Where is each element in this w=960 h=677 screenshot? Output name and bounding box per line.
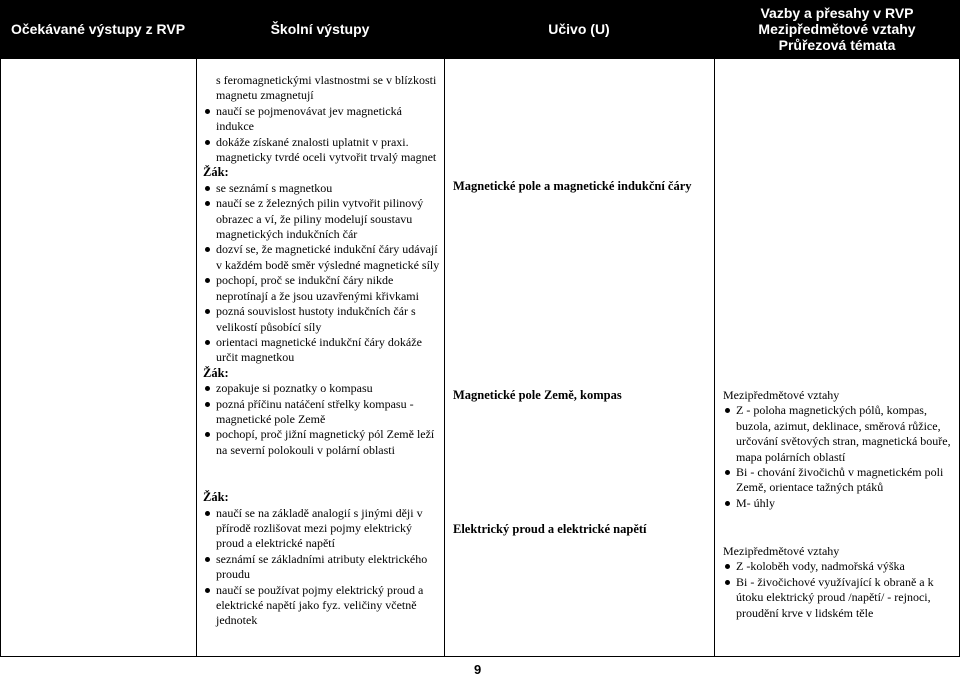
list-item: pochopí, proč jižní magnetický pól Země leží na severní polokouli v polární oblasti — [203, 427, 440, 458]
list-item: naučí se používat pojmy elektrický proud a elektrické napětí jako fyz. veličiny včetně jednotek — [203, 583, 440, 629]
list-item: seznámí se základními atributy elektrického proudu — [203, 552, 440, 583]
list-item: pochopí, proč se indukční čáry nikde neprotínají a že jsou uzavřenými křivkami — [203, 273, 440, 304]
header-expected-outputs: Očekávané výstupy z RVP — [10, 21, 186, 37]
header-links-line1: Vazby a přesahy v RVP — [760, 5, 914, 21]
links-block-1 — [723, 388, 955, 511]
links-block-2 — [723, 544, 955, 621]
list-item: Bi - chování živočichů v magnetickém poli Země, orientace tažných ptáků — [723, 465, 955, 496]
links-title: Mezipředmětové vztahy — [723, 388, 840, 402]
school-outputs-cell — [197, 59, 445, 657]
list-item: zopakuje si poznatky o kompasu — [203, 381, 440, 396]
links-title: Mezipředmětové vztahy — [723, 544, 840, 558]
pupil-label: Žák: — [203, 365, 229, 380]
list-item: naučí se pojmenovávat jev magnetická indukce — [203, 104, 440, 135]
expected-outputs-cell — [1, 59, 197, 657]
topic-earth-magnetic-field: Magnetické pole Země, kompas — [453, 388, 622, 402]
list-item: naučí se na základě analogií s jinými ději v přírodě rozlišovat mezi pojmy elektrický proud a elektrické napětí — [203, 506, 440, 552]
table-row — [1, 59, 960, 657]
list-item: M- úhly — [723, 496, 955, 511]
list-item: orientaci magnetické indukční čáry dokáže určit magnetkou — [203, 335, 440, 366]
list-item: Z - poloha magnetických pólů, kompas, buzola, azimut, deklinace, směrová růžice, určování světových stran, magnetická bouře, mapa polárních oblastí — [723, 403, 955, 465]
list-item: se seznámí s magnetkou — [203, 181, 440, 196]
list-item: naučí se z železných pilin vytvořit pilinový obrazec a ví, že piliny modelují soustavu magnetických indukčních čár — [203, 196, 440, 242]
outputs-list-3 — [203, 506, 440, 629]
intro-list — [203, 104, 440, 166]
header-school-outputs: Školní výstupy — [270, 21, 370, 37]
header-curriculum: Učivo (U) — [548, 21, 610, 37]
links-list-1 — [723, 403, 955, 511]
list-item: dozví se, že magnetické indukční čáry udávají v každém bodě směr výsledné magnetické síly — [203, 242, 440, 273]
header-links-line2: Mezipředmětové vztahy — [758, 21, 916, 37]
pupil-label: Žák: — [203, 165, 229, 180]
links-cell — [715, 59, 960, 657]
pupil-label: Žák: — [203, 490, 229, 505]
intro-text: s feromagnetickými vlastnostmi se v blízkosti magnetu zmagnetují — [216, 73, 437, 103]
header-links — [714, 0, 960, 58]
outputs-list-2 — [203, 381, 440, 458]
topic-magnetic-field: Magnetické pole a magnetické indukční čáry — [453, 179, 692, 193]
curriculum-table — [0, 58, 960, 657]
list-item: pozná příčinu natáčení střelky kompasu - magnetické pole Země — [203, 397, 440, 428]
list-item: Z -koloběh vody, nadmořská výška — [723, 559, 955, 574]
outputs-list-1 — [203, 181, 440, 366]
list-item: dokáže získané znalosti uplatnit v praxi. magneticky tvrdé oceli vytvořit trvalý magnet — [203, 135, 440, 166]
list-item: Bi - živočichové využívající k obraně a k útoku elektrický proud /napětí/ - rejnoci, proudění krve v lidském těle — [723, 575, 955, 621]
list-item: pozná souvislost hustoty indukčních čár s velikostí působící síly — [203, 304, 440, 335]
curriculum-cell — [445, 59, 715, 657]
header-links-line3: Průřezová témata — [778, 37, 896, 53]
topic-electric-current: Elektrický proud a elektrické napětí — [453, 522, 647, 536]
links-list-2 — [723, 559, 955, 621]
page-number: 9 — [474, 662, 482, 677]
table-header — [0, 0, 960, 58]
